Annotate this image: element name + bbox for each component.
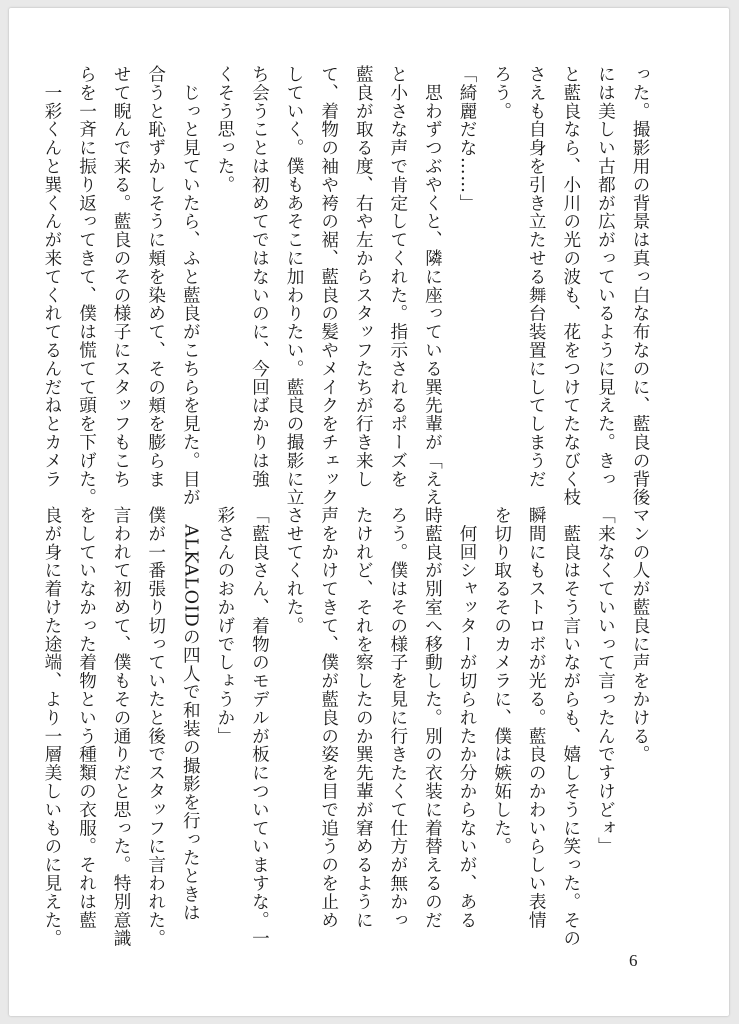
text-line: 彩さんのおかげでしょうか」 bbox=[214, 506, 235, 746]
page-number: 6 bbox=[629, 951, 638, 970]
text-line: たけれど、それを察したのか巽先輩が窘めるように bbox=[353, 506, 374, 930]
text-line: 「藍良さん、着物のモデルが板についていますな。一 bbox=[249, 506, 270, 948]
text-line: させてくれた。 bbox=[284, 506, 305, 635]
text-line: 藍良はそう言いながらも、嬉しそうに笑った。その bbox=[560, 506, 581, 948]
text-line: していく。僕もあそこに加わりたい。藍良の撮影に立 bbox=[284, 65, 305, 507]
lower-text-block bbox=[41, 506, 657, 948]
text-line: 藍良が取る度、右や左からスタッフたちが行き来し bbox=[353, 65, 374, 489]
text-line: 合うと恥ずかしそうに頬を染めて、その頬を膨らま bbox=[145, 65, 166, 489]
text-line: 「来なくていいって言ったんですけどォ」 bbox=[595, 506, 616, 856]
text-line: ろう。僕はその様子を見に行きたくて仕方が無かっ bbox=[387, 506, 408, 930]
text-line: 声をかけてきて、僕が藍良の姿を目で追うのを止め bbox=[318, 506, 339, 930]
book-page bbox=[9, 8, 729, 1016]
text-line: 思わずつぶやくと、隣に座っている巽先輩が「ええ bbox=[422, 65, 443, 507]
text-line: 瞬間にもストロボが光る。藍良のかわいらしい表情 bbox=[526, 506, 547, 930]
text-line: をしていなかった着物という種類の衣服。それは藍 bbox=[76, 506, 97, 930]
text-line: と小さな声で肯定してくれた。指示されるポーズを bbox=[387, 65, 408, 489]
text-line: 良が身に着けた途端、より一層美しいものに見えた。 bbox=[41, 506, 62, 948]
text-line: て、着物の袖や袴の裾、藍良の髪やメイクをチェック bbox=[318, 65, 339, 507]
text-line: には美しい古都が広がっているように見えた。きっ bbox=[595, 65, 616, 489]
text-line: ALKALOIDの四人で和装の撮影を行ったときは bbox=[180, 506, 201, 922]
text-line: った。撮影用の背景は真っ白な布なのに、藍良の背後 bbox=[630, 65, 650, 507]
text-line: マンの人が藍良に声をかける。 bbox=[630, 506, 650, 764]
upper-text-block bbox=[41, 65, 657, 507]
text-line: を切り取るそのカメラに、僕は嫉妬した。 bbox=[491, 506, 512, 856]
text-line: じっと見ていたら、ふと藍良がこちらを見た。目が bbox=[180, 65, 201, 507]
text-line: 「綺麗だな……」 bbox=[457, 65, 478, 213]
text-line: と藍良なら、小川の光の波も、花をつけてたなびく枝 bbox=[560, 65, 581, 507]
text-line: 何回シャッターが切られたか分からないが、ある bbox=[457, 506, 478, 930]
text-line: 言われて初めて、僕もその通りだと思った。特別意識 bbox=[111, 506, 132, 948]
text-line: せて睨んで来る。藍良のその様子にスタッフもこち bbox=[111, 65, 132, 489]
text-line: ろう。 bbox=[491, 65, 512, 121]
text-line: くそう思った。 bbox=[214, 65, 235, 194]
text-line: ち会うことは初めてではないのに、今回ばかりは強 bbox=[249, 65, 270, 489]
text-line: 僕が一番張り切っていたと後でスタッフに言われた。 bbox=[145, 506, 166, 948]
text-line: さえも自身を引き立たせる舞台装置にしてしまうだ bbox=[526, 65, 547, 489]
text-line: 時藍良が別室へ移動した。別の衣装に着替えるのだ bbox=[422, 506, 443, 930]
text-line: らを一斉に振り返ってきて、僕は慌てて頭を下げた。 bbox=[76, 65, 97, 507]
text-line: 一彩くんと巽くんが来てくれてるんだねとカメラ bbox=[41, 65, 62, 489]
